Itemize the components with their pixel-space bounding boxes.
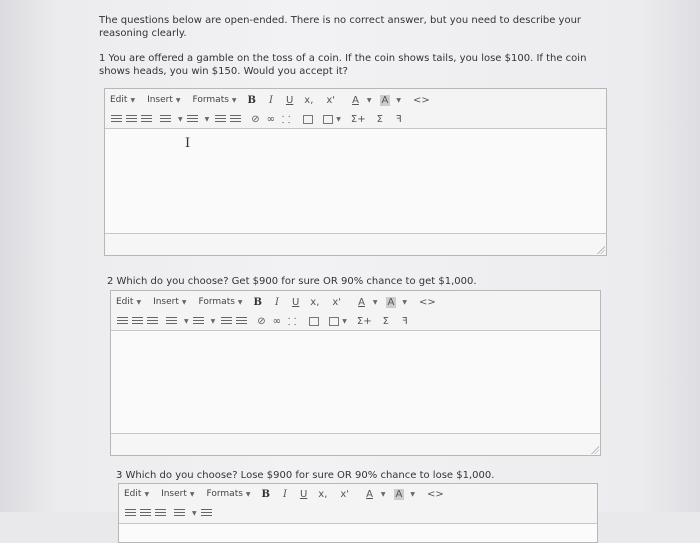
underline-button[interactable]: U <box>285 94 294 106</box>
bullet-list-icon[interactable] <box>166 317 177 326</box>
formats-menu[interactable]: Formats ▼ <box>192 95 237 105</box>
resize-handle[interactable] <box>591 446 599 454</box>
underline-button[interactable]: U <box>291 296 300 308</box>
editor-toolbar <box>111 291 600 331</box>
align-right-icon[interactable] <box>147 317 158 326</box>
bullet-list-icon[interactable] <box>160 115 171 124</box>
italic-button[interactable]: I <box>283 488 287 500</box>
numbered-list-icon[interactable] <box>193 317 204 326</box>
editor-toolbar <box>119 484 597 524</box>
chevron-down-icon[interactable]: ▼ <box>192 509 197 517</box>
superscript-button[interactable]: x' <box>326 94 336 106</box>
code-button[interactable]: <> <box>413 94 430 106</box>
answer-editor-2[interactable] <box>110 290 601 456</box>
special-char-icon[interactable]: ⸬ <box>287 317 297 328</box>
chevron-down-icon[interactable]: ▼ <box>366 96 372 104</box>
editor-content-area[interactable] <box>111 332 600 433</box>
underline-button[interactable]: U <box>299 488 308 500</box>
background-color-button[interactable]: A <box>387 296 395 308</box>
chevron-down-icon[interactable]: ▼ <box>396 96 401 104</box>
sum-icon[interactable]: Σ <box>382 315 389 327</box>
align-left-icon[interactable] <box>125 509 136 518</box>
edit-menu[interactable]: Edit ▼ <box>116 297 142 307</box>
font-color-button[interactable]: A <box>366 488 373 500</box>
text-cursor-icon: I <box>185 136 191 151</box>
resize-handle[interactable] <box>597 246 605 254</box>
indent-icon[interactable] <box>230 115 241 124</box>
unlink-icon[interactable]: ∞ <box>266 113 275 125</box>
align-right-icon[interactable] <box>141 115 152 124</box>
insert-menu[interactable]: Insert ▼ <box>161 489 195 499</box>
question-1-text: 1 You are offered a gamble on the toss of a coin. If the coin shows tails, you lose $100. If the coin shows heads, you win $150. Would you accept it? <box>99 53 587 77</box>
font-color-button[interactable]: A <box>358 296 365 308</box>
chevron-down-icon[interactable]: ▼ <box>210 317 216 325</box>
chevron-down-icon[interactable]: ▼ <box>342 317 347 325</box>
image-icon[interactable] <box>309 317 319 326</box>
chevron-down-icon[interactable]: ▼ <box>178 115 183 123</box>
code-button[interactable]: <> <box>419 296 436 308</box>
subscript-button[interactable]: x, <box>304 94 314 106</box>
chevron-down-icon[interactable]: ▼ <box>380 490 386 498</box>
bold-button[interactable]: B <box>253 296 262 308</box>
edit-menu[interactable]: Edit ▼ <box>124 489 150 499</box>
link-icon[interactable]: ⊘ <box>257 315 266 327</box>
superscript-button[interactable]: x' <box>340 488 350 500</box>
chevron-down-icon[interactable]: ▼ <box>336 115 341 123</box>
superscript-button[interactable]: x' <box>332 296 342 308</box>
equation-icon[interactable]: Σ+ <box>350 113 366 125</box>
subscript-button[interactable]: x, <box>318 488 328 500</box>
insert-menu[interactable]: Insert ▼ <box>153 297 187 307</box>
formats-menu[interactable]: Formats ▼ <box>198 297 243 307</box>
editor-statusbar <box>105 233 606 255</box>
align-left-icon[interactable] <box>117 317 128 326</box>
code-button[interactable]: <> <box>427 488 444 500</box>
align-left-icon[interactable] <box>111 115 122 124</box>
image-icon[interactable] <box>303 115 313 124</box>
editor-statusbar <box>111 433 600 455</box>
edit-menu[interactable]: Edit ▼ <box>110 95 136 105</box>
bold-button[interactable]: B <box>247 94 256 106</box>
bullet-list-icon[interactable] <box>174 509 185 518</box>
outdent-icon[interactable] <box>215 115 226 124</box>
answer-editor-1[interactable] <box>104 88 607 256</box>
bold-button[interactable]: B <box>261 488 270 500</box>
unlink-icon[interactable]: ∞ <box>272 315 281 327</box>
italic-button[interactable]: I <box>275 296 279 308</box>
formats-menu[interactable]: Formats ▼ <box>206 489 251 499</box>
question-2-text: 2 Which do you choose? Get $900 for sure OR 90% chance to get $1,000. <box>107 276 477 287</box>
editor-content-area[interactable] <box>105 130 606 233</box>
chevron-down-icon[interactable]: ▼ <box>402 298 407 306</box>
italic-button[interactable]: I <box>269 94 273 106</box>
math-icon[interactable]: ꟻ <box>401 315 408 327</box>
align-center-icon[interactable] <box>126 115 137 124</box>
math-icon[interactable]: ꟻ <box>395 113 402 125</box>
numbered-list-icon[interactable] <box>187 115 198 124</box>
subscript-button[interactable]: x, <box>310 296 320 308</box>
special-char-icon[interactable]: ⸬ <box>281 115 291 126</box>
background-color-button[interactable]: A <box>395 488 403 500</box>
chevron-down-icon[interactable]: ▼ <box>204 115 210 123</box>
table-icon[interactable] <box>323 115 333 124</box>
align-center-icon[interactable] <box>140 509 151 518</box>
equation-icon[interactable]: Σ+ <box>356 315 372 327</box>
instructions-text: The questions below are open-ended. There is no correct answer, but you need to describe your reasoning clearly. <box>99 15 582 39</box>
indent-icon[interactable] <box>236 317 247 326</box>
chevron-down-icon[interactable]: ▼ <box>372 298 378 306</box>
chevron-down-icon[interactable]: ▼ <box>184 317 189 325</box>
question-3-text: 3 Which do you choose? Lose $900 for sure OR 90% chance to lose $1,000. <box>116 470 495 481</box>
background-color-button[interactable]: A <box>381 94 389 106</box>
align-right-icon[interactable] <box>155 509 166 518</box>
sum-icon[interactable]: Σ <box>376 113 383 125</box>
numbered-list-icon[interactable] <box>201 509 212 518</box>
editor-toolbar <box>105 89 606 129</box>
answer-editor-3[interactable] <box>118 483 598 543</box>
insert-menu[interactable]: Insert ▼ <box>147 95 181 105</box>
table-icon[interactable] <box>329 317 339 326</box>
align-center-icon[interactable] <box>132 317 143 326</box>
link-icon[interactable]: ⊘ <box>251 113 260 125</box>
font-color-button[interactable]: A <box>352 94 359 106</box>
outdent-icon[interactable] <box>221 317 232 326</box>
chevron-down-icon[interactable]: ▼ <box>410 490 415 498</box>
